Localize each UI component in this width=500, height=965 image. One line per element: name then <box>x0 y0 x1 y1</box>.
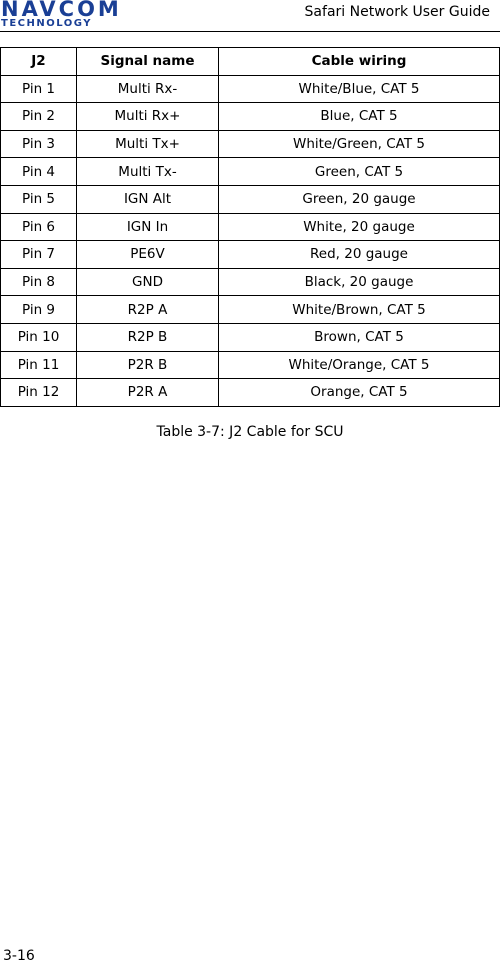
wiring-cell: White/Brown, CAT 5 <box>219 296 500 324</box>
logo-wordmark: NAVCOM <box>1 0 122 21</box>
table-row <box>1 75 500 103</box>
column-header-j2: J2 <box>1 48 77 76</box>
table-row <box>1 158 500 186</box>
pin-cell: Pin 1 <box>1 75 77 103</box>
wiring-cell: Black, 20 gauge <box>219 268 500 296</box>
wiring-cell: Green, 20 gauge <box>219 185 500 213</box>
wiring-cell: Red, 20 gauge <box>219 241 500 269</box>
wiring-cell: Brown, CAT 5 <box>219 323 500 351</box>
pin-cell: Pin 6 <box>1 213 77 241</box>
signal-cell: P2R B <box>77 351 219 379</box>
signal-cell: Multi Rx- <box>77 75 219 103</box>
table-caption: Table 3-7: J2 Cable for SCU <box>156 424 344 440</box>
signal-cell: IGN Alt <box>77 185 219 213</box>
pin-cell: Pin 12 <box>1 379 77 407</box>
logo-subtitle: TECHNOLOGY <box>1 18 92 29</box>
wiring-cell: Green, CAT 5 <box>219 158 500 186</box>
signal-cell: P2R A <box>77 379 219 407</box>
column-header-cable-wiring: Cable wiring <box>219 48 500 76</box>
pin-cell: Pin 10 <box>1 323 77 351</box>
signal-cell: Multi Tx- <box>77 158 219 186</box>
header-divider <box>0 31 500 32</box>
table-row <box>1 130 500 158</box>
wiring-cell: Blue, CAT 5 <box>219 103 500 131</box>
pin-cell: Pin 7 <box>1 241 77 269</box>
j2-cable-table <box>0 47 500 407</box>
pin-cell: Pin 4 <box>1 158 77 186</box>
document-title: Safari Network User Guide <box>304 4 490 20</box>
table-row <box>1 351 500 379</box>
wiring-cell: Orange, CAT 5 <box>219 379 500 407</box>
table-row <box>1 323 500 351</box>
wiring-cell: White/Orange, CAT 5 <box>219 351 500 379</box>
pin-cell: Pin 9 <box>1 296 77 324</box>
table-row <box>1 296 500 324</box>
signal-cell: R2P B <box>77 323 219 351</box>
signal-cell: R2P A <box>77 296 219 324</box>
table-row <box>1 103 500 131</box>
pin-cell: Pin 5 <box>1 185 77 213</box>
signal-cell: IGN In <box>77 213 219 241</box>
table-row <box>1 379 500 407</box>
wiring-cell: White, 20 gauge <box>219 213 500 241</box>
pin-cell: Pin 8 <box>1 268 77 296</box>
page-number: 3-16 <box>3 948 35 964</box>
wiring-cell: White/Blue, CAT 5 <box>219 75 500 103</box>
wiring-cell: White/Green, CAT 5 <box>219 130 500 158</box>
signal-cell: PE6V <box>77 241 219 269</box>
signal-cell: GND <box>77 268 219 296</box>
navcom-logo <box>1 1 159 29</box>
pin-cell: Pin 3 <box>1 130 77 158</box>
pin-cell: Pin 2 <box>1 103 77 131</box>
table-row <box>1 213 500 241</box>
table-row <box>1 185 500 213</box>
signal-cell: Multi Tx+ <box>77 130 219 158</box>
pin-cell: Pin 11 <box>1 351 77 379</box>
column-header-signal-name: Signal name <box>77 48 219 76</box>
table-row <box>1 241 500 269</box>
table-header-row <box>1 48 500 76</box>
signal-cell: Multi Rx+ <box>77 103 219 131</box>
table-row <box>1 268 500 296</box>
